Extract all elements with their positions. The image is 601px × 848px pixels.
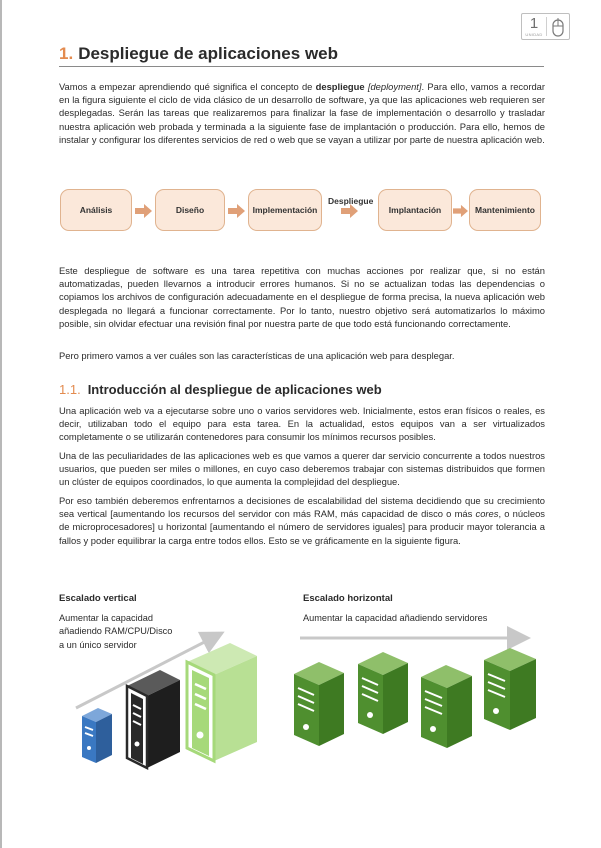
vertical-scaling-title: Escalado vertical: [59, 593, 137, 604]
stage-analisis: Análisis: [60, 189, 132, 231]
stage-diseno: Diseño: [155, 189, 225, 231]
stage-implantacion: Implantación: [378, 189, 452, 231]
paragraph-scalability: Por eso también deberemos enfrentarnos a decisiones de escalabilidad del sistema decidiendo que su crecimiento sea vertical [aumentando los recursos del servidor con más RAM, más capacidad de disco o más cores, o núcleos de microprocesadores] u horizontal [aumentando el número de servidores iguales] para producir mayor tolerancia a fallos y poder equilibrar la carga entre todos ellos. Esto se ve gráficamente en la siguiente figura.: [59, 495, 545, 546]
horizontal-scaling-desc: Aumentar la capacidad añadiendo servidores: [303, 613, 488, 623]
subsection-title: Introducción al despliegue de aplicaciones web: [87, 382, 382, 397]
stage-mantenimiento: Mantenimiento: [469, 189, 541, 231]
server-medium-icon: [127, 670, 180, 768]
server-horizontal-2-icon: [358, 652, 408, 734]
term-deployment: [deployment]: [367, 81, 422, 92]
deploy-label: Despliegue: [328, 196, 374, 206]
paragraph-cluster: Una de las peculiaridades de las aplicaciones web es que vamos a querer dar servicio concurrente a todos nuestros usuarios, que pueden ser miles o millones, en cuyo caso deberemos trabajar con sistemas distribuidos que formen un clúster de equipos coordinados, lo que aumenta la complejidad del despliegue.: [59, 450, 545, 488]
section-number: 1.: [59, 44, 74, 63]
paragraph-servers: Una aplicación web va a ejecutarse sobre uno o varios servidores web. Inicialmente, estos eran físicos o reales, es decir, utilizaban todo el equipo para esta tarea. En la actualidad, estos equipos van a ser virtualizados completamente o se utilizarán contenedores para consumir los mínimos recursos posibles.: [59, 405, 545, 443]
subsection-number: 1.1.: [59, 382, 81, 397]
term-despliegue: despliegue: [315, 81, 365, 92]
intro-paragraph: Vamos a empezar aprendiendo qué significa el concepto de despliegue [deployment]. Para ello, vamos a recordar en la figura siguiente el ciclo de vida clásico de un desarrollo de software, ya que las aplicaciones web requieren ser desplegadas. Serán las tareas que realizaremos para finalizar la fase de implementación o desarrollo y trasladar nuestra aplicación web probada y terminada a la siguiente fase de implantación o producción. Para ello, hemos de instalar y configurar los diferentes servicios de red o web que se vayan a utilizar por parte de nuestra aplicación web.: [59, 81, 545, 145]
server-large-icon: [187, 643, 257, 761]
vertical-scaling-desc: Aumentar la capacidad añadiendo RAM/CPU/Disco a un único servidor: [59, 613, 173, 650]
unit-label: UNIDAD: [525, 32, 543, 37]
paragraph-characteristics: Pero primero vamos a ver cuáles son las características de una aplicación web para desplegar.: [59, 350, 455, 361]
server-small-icon: [82, 708, 112, 763]
server-horizontal-4-icon: [484, 648, 536, 730]
term-cores: cores: [475, 508, 499, 520]
section-title: Despliegue de aplicaciones web: [78, 44, 339, 63]
horizontal-scaling-title: Escalado horizontal: [303, 593, 393, 604]
server-horizontal-3-icon: [421, 665, 472, 748]
stage-implementacion: Implementación: [248, 189, 322, 231]
server-horizontal-1-icon: [294, 662, 344, 746]
paragraph-automation: Este despliegue de software es una tarea repetitiva con muchas acciones por realizar que, si no están automatizadas, pueden llevarnos a introducir errores humanos. Si no se actualizan todas las dependencias o copiamos los archivos de configuración adecuadamente en el despliegue de forma precisa, la nueva aplicación web desplegada no llegará a funcionar correctamente. Por lo tanto, nuestro objetivo será automatizarlos lo máximo posible, sin olvidar efectuar una revisión final por nuestra parte de que todo está funcionando correctamente.: [59, 265, 545, 329]
unit-number: 1: [529, 15, 539, 32]
